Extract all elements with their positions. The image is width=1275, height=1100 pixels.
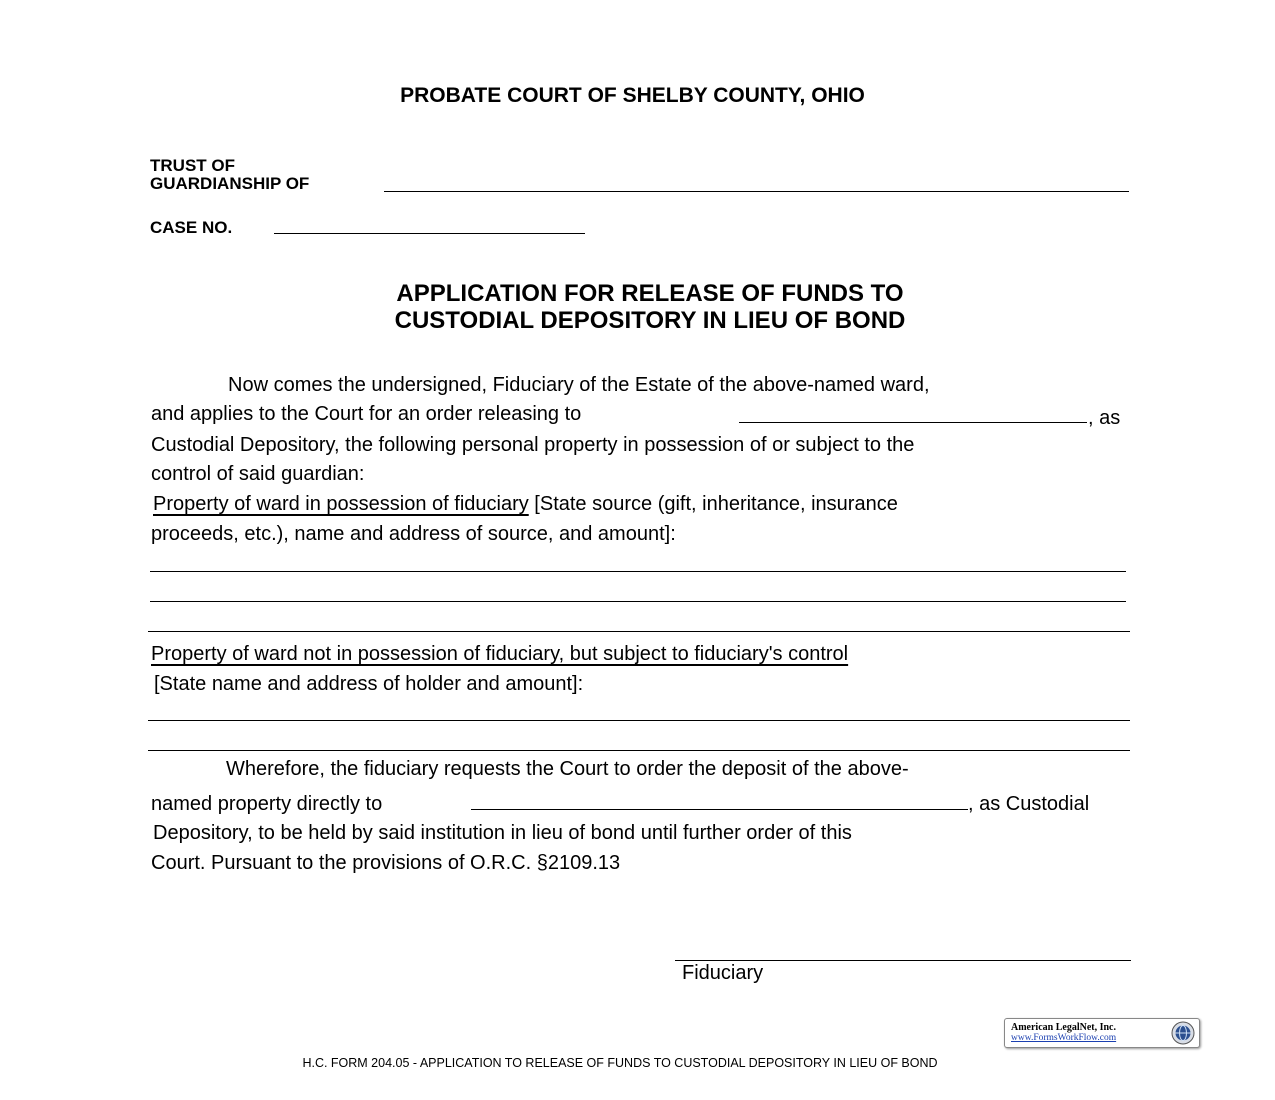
section-1-entry-line[interactable] — [148, 631, 1130, 632]
section-1-instructions: [State source (gift, inheritance, insurance — [528, 493, 898, 515]
custodial-depository-field[interactable] — [739, 422, 1087, 423]
paragraph-1-line-4: control of said guardian: — [151, 463, 365, 485]
form-footer-id: H.C. FORM 204.05 - APPLICATION TO RELEASE OF FUNDS TO CUSTODIAL DEPOSITORY IN LIEU OF BOND — [302, 1056, 938, 1070]
paragraph-2-line-2-suffix: , as Custodial — [968, 793, 1090, 815]
badge-company-name: American LegalNet, Inc. — [1011, 1022, 1116, 1033]
section-1-line-1 — [153, 493, 898, 516]
section-1-entry-line[interactable] — [150, 571, 1126, 572]
section-2-instructions: [State name and address of holder and amount]: — [154, 673, 584, 695]
paragraph-1-line-2-suffix: , as — [1088, 407, 1121, 429]
paragraph-2-line-3: Depository, to be held by said institution in lieu of bond until further order of this — [153, 822, 852, 844]
paragraph-2-line-1: Wherefore, the fiduciary requests the Court to order the deposit of the above- — [226, 758, 909, 780]
fiduciary-signature-label: Fiduciary — [682, 962, 764, 984]
form-title-line-1: APPLICATION FOR RELEASE OF FUNDS TO — [396, 280, 904, 307]
section-2-entry-line[interactable] — [148, 720, 1130, 721]
american-legalnet-badge[interactable] — [1004, 1018, 1200, 1048]
case-number-field[interactable] — [274, 233, 585, 234]
section-1-entry-line[interactable] — [150, 601, 1126, 602]
section-1-line-2: proceeds, etc.), name and address of source, and amount]: — [151, 523, 676, 545]
guardianship-name-field[interactable] — [384, 191, 1129, 192]
section-2-heading: Property of ward not in possession of fiduciary, but subject to fiduciary's control — [151, 643, 849, 665]
section-2-entry-line[interactable] — [148, 750, 1130, 751]
globe-icon — [1171, 1021, 1195, 1045]
paragraph-2-line-2: named property directly to — [151, 793, 383, 815]
court-heading: PROBATE COURT OF SHELBY COUNTY, OHIO — [400, 84, 865, 107]
fiduciary-signature-line[interactable] — [675, 960, 1131, 961]
paragraph-1-line-3: Custodial Depository, the following personal property in possession of or subject to the — [151, 434, 915, 456]
paragraph-1-line-2: and applies to the Court for an order releasing to — [151, 403, 582, 425]
depository-name-field[interactable] — [471, 809, 968, 810]
paragraph-2-line-4: Court. Pursuant to the provisions of O.R.C. §2109.13 — [151, 852, 621, 874]
case-no-label: CASE NO. — [150, 218, 233, 237]
form-title-line-2: CUSTODIAL DEPOSITORY IN LIEU OF BOND — [394, 307, 906, 334]
badge-url-link[interactable]: www.FormsWorkFlow.com — [1011, 1033, 1117, 1043]
trust-of-label: TRUST OF — [150, 156, 235, 175]
paragraph-1-line-1: Now comes the undersigned, Fiduciary of the Estate of the above-named ward, — [228, 374, 930, 396]
section-1-heading: Property of ward in possession of fiduciary — [153, 493, 529, 515]
guardianship-of-label: GUARDIANSHIP OF — [150, 174, 310, 193]
